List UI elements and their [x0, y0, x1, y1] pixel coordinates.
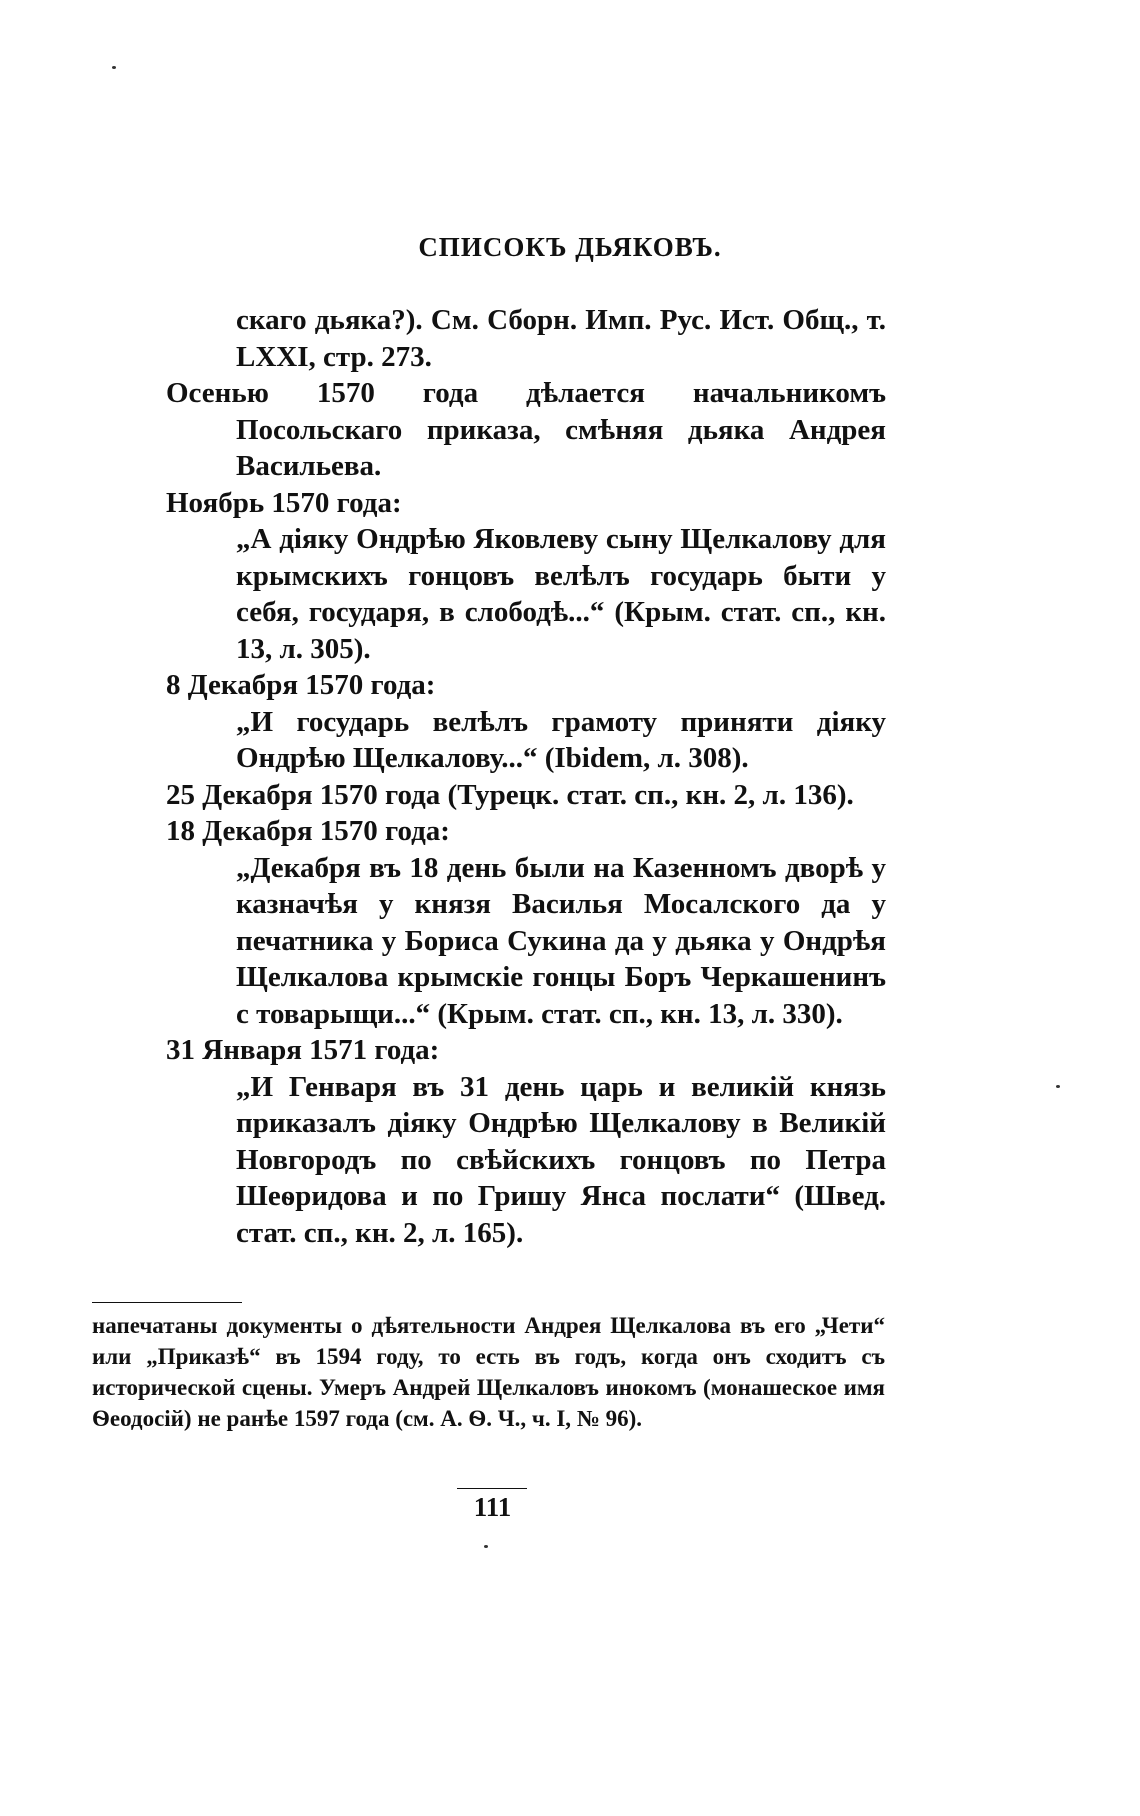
page-number: 111 — [473, 1492, 512, 1522]
text-entry: скаго дьяка?). См. Сборн. Имп. Рус. Ист. Общ., т. LXXI, стр. 273. — [236, 304, 886, 373]
quotation: „И государь велѣлъ грамоту приняти дiяку Ондрѣю Щелкалову...“ (Ibidem, л. 308). — [236, 705, 886, 774]
print-speck — [1056, 1085, 1060, 1088]
main-text — [166, 302, 886, 1251]
footnote-divider — [92, 1302, 242, 1303]
date-heading: 31 Января 1571 года: — [166, 1034, 440, 1066]
text-entry: 25 Декабря 1570 года (Турецк. стат. сп., кн. 2, л. 136). — [166, 778, 854, 811]
footnote: напечатаны документы о дѣятельности Андрея Щелкалова въ его „Чети“ или „Приказѣ“ въ 1594 году, то есть въ годъ, когда онъ сходитъ съ исторической сцены. Умеръ Андрей Щелкаловъ инокомъ (монашеское имя Ѳеодосiй) не ранѣе 1597 года (см. А. Ѳ. Ч., ч. I, № 96). — [92, 1313, 885, 1431]
date-heading: 18 Декабря 1570 года: — [166, 815, 450, 847]
page-number-rule — [457, 1488, 527, 1489]
text-entry: Осенью 1570 года дѣлается начальникомъ Посольскаго приказа, смѣняя дьяка Андрея Васильева. — [166, 377, 886, 482]
quotation: „Декабря въ 18 день были на Казенномъ дворѣ у казначѣя у князя Василья Мосалского да у печатника у Бориса Сукина да у дьяка у Ондрѣя Щелкалова крымскiе гонцы Боръ Черкашенинъ с товарыщи...“ (Крым. стат. сп., кн. 13, л. 330). — [236, 851, 886, 1030]
print-speck — [484, 1545, 488, 1548]
running-head: СПИСОКЪ ДЬЯКОВЪ. — [418, 232, 722, 262]
quotation: „А дiяку Ондрѣю Яковлеву сыну Щелкалову для крымскихъ гонцовъ велѣлъ государь быти у себя, государя, в слободѣ...“ (Крым. стат. сп., кн. 13, л. 305). — [236, 523, 886, 665]
date-heading: 8 Декабря 1570 года: — [166, 669, 436, 701]
print-speck — [112, 66, 116, 69]
quotation: „И Генваря въ 31 день царь и великiй князь приказалъ дiяку Ондрѣю Щелкалову в Великiй Новгородъ по свѣйскихъ гонцовъ по Петра Шеѳридова и по Гришу Янса послати“ (Швед. стат. сп., кн. 2, л. 165). — [236, 1070, 886, 1249]
date-heading: Ноябрь 1570 года: — [166, 486, 402, 519]
